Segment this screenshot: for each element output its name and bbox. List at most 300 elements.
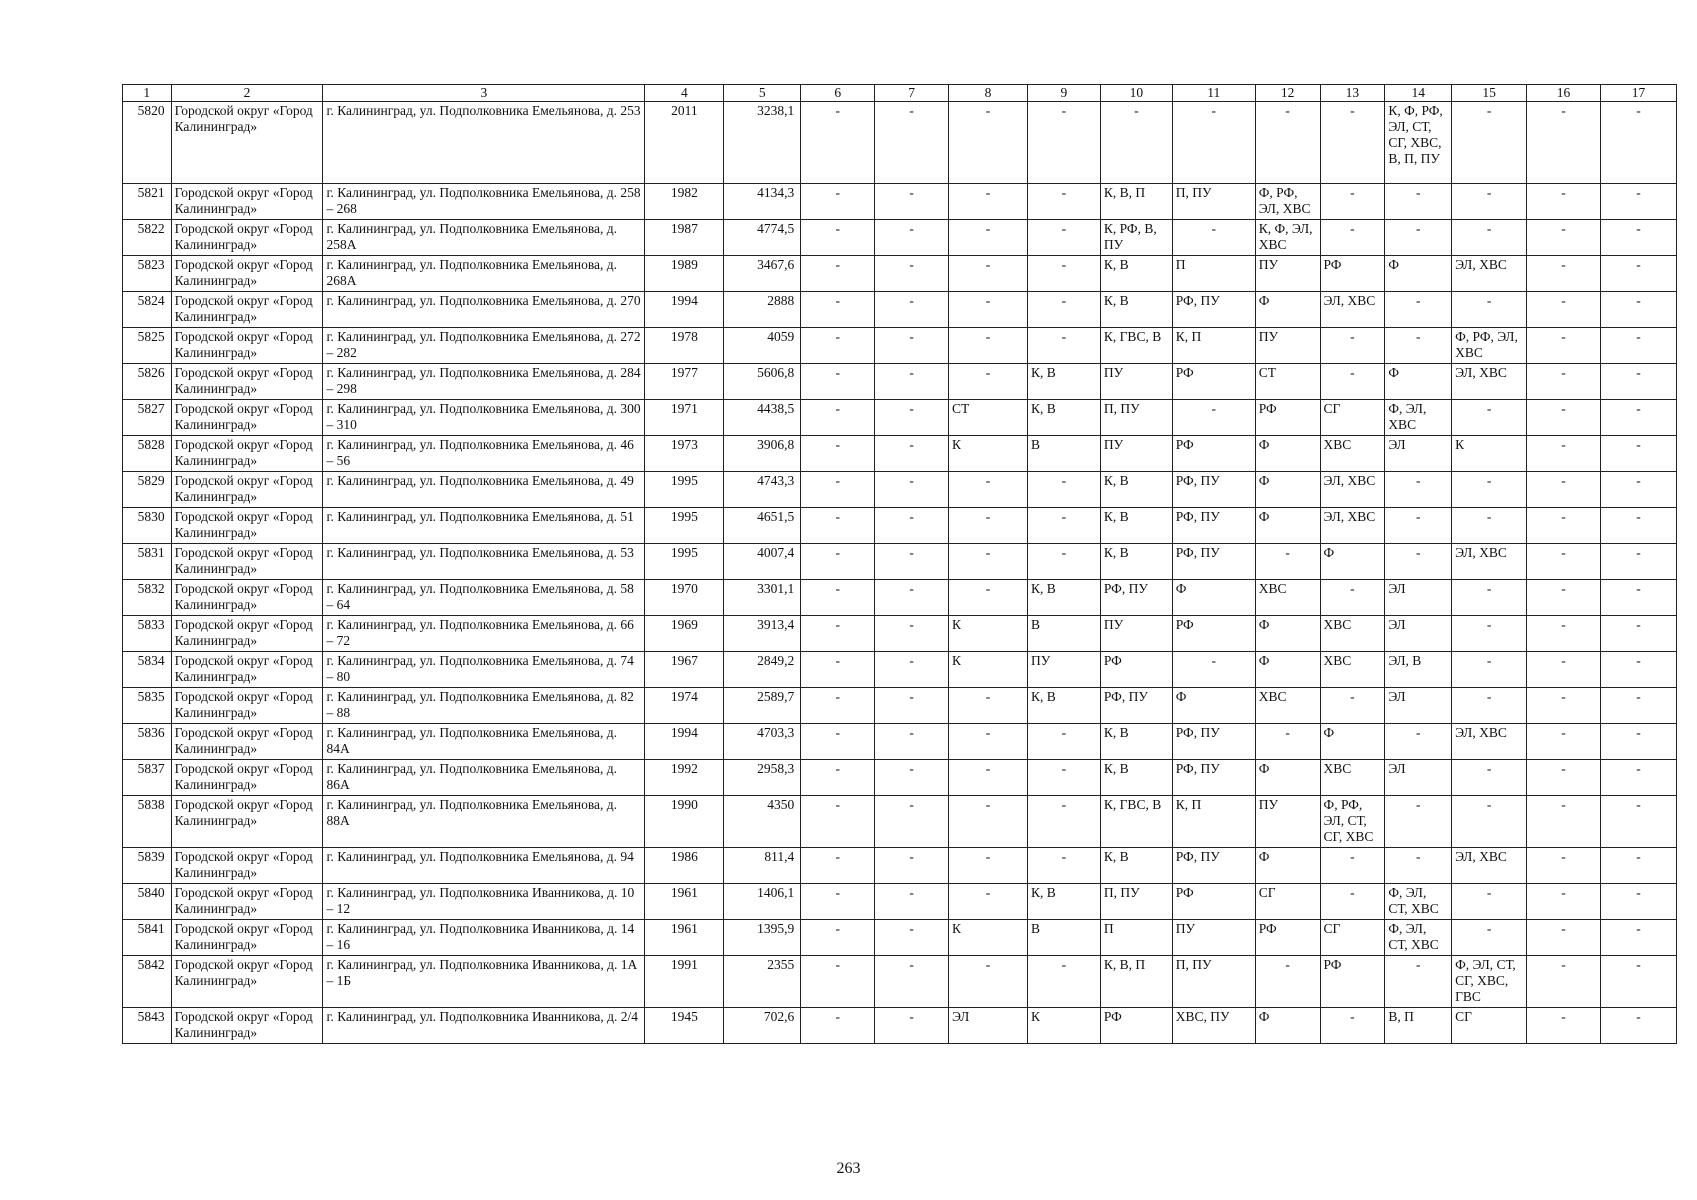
table-cell: -	[1527, 544, 1601, 580]
table-cell: Ф	[1255, 1008, 1320, 1044]
table-cell: -	[801, 1008, 875, 1044]
table-cell: -	[1527, 724, 1601, 760]
table-cell: -	[875, 256, 949, 292]
table-cell: -	[1452, 920, 1527, 956]
table-cell: СГ	[1320, 920, 1385, 956]
table-row	[123, 796, 1677, 848]
table-cell: -	[1527, 652, 1601, 688]
table-cell: ХВС	[1255, 580, 1320, 616]
table-cell: -	[875, 328, 949, 364]
table-cell: ХВС	[1320, 436, 1385, 472]
column-header-3: 3	[323, 85, 645, 102]
table-cell: -	[1527, 616, 1601, 652]
table-cell: -	[1255, 724, 1320, 760]
table-cell: -	[1452, 616, 1527, 652]
table-cell: -	[1527, 580, 1601, 616]
table-cell: 811,4	[724, 848, 801, 884]
table-row	[123, 472, 1677, 508]
table-cell: -	[1385, 956, 1452, 1008]
table-cell: 2958,3	[724, 760, 801, 796]
table-cell: -	[949, 688, 1028, 724]
column-header-7: 7	[875, 85, 949, 102]
table-cell: 4350	[724, 796, 801, 848]
table-cell: СТ	[949, 400, 1028, 436]
column-header-4: 4	[645, 85, 724, 102]
table-cell: РФ	[1172, 884, 1255, 920]
table-cell: К, В	[1100, 508, 1172, 544]
table-cell: К, В	[1027, 884, 1100, 920]
table-cell: -	[801, 884, 875, 920]
table-cell: -	[1600, 544, 1676, 580]
table-cell: К, ГВС, В	[1100, 328, 1172, 364]
table-cell: -	[1172, 220, 1255, 256]
table-row	[123, 956, 1677, 1008]
table-cell: 3238,1	[724, 102, 801, 184]
table-cell: -	[1320, 1008, 1385, 1044]
table-cell: 1991	[645, 956, 724, 1008]
table-cell: -	[1027, 848, 1100, 884]
table-cell: -	[1100, 102, 1172, 184]
table-cell: К, В	[1100, 760, 1172, 796]
table-row	[123, 102, 1677, 184]
table-cell: 2355	[724, 956, 801, 1008]
column-header-6: 6	[801, 85, 875, 102]
table-cell: -	[1600, 760, 1676, 796]
column-header-16: 16	[1527, 85, 1601, 102]
table-cell: ЭЛ, ХВС	[1320, 508, 1385, 544]
row-number-cell: 5829	[123, 472, 172, 508]
table-cell: К, В	[1100, 292, 1172, 328]
table-row	[123, 760, 1677, 796]
table-cell: -	[801, 328, 875, 364]
table-cell: г. Калининград, ул. Подполковника Емельянова, д. 66 – 72	[323, 616, 645, 652]
table-row	[123, 616, 1677, 652]
table-cell: -	[1527, 102, 1601, 184]
table-cell: г. Калининград, ул. Подполковника Емельянова, д. 74 – 80	[323, 652, 645, 688]
table-cell: -	[1600, 472, 1676, 508]
row-number-cell: 5836	[123, 724, 172, 760]
table-row	[123, 364, 1677, 400]
column-header-9: 9	[1027, 85, 1100, 102]
table-cell: 4703,3	[724, 724, 801, 760]
table-cell: -	[875, 580, 949, 616]
table-cell: -	[1452, 760, 1527, 796]
table-cell: Городской округ «Город Калининград»	[171, 400, 323, 436]
table-cell: -	[875, 436, 949, 472]
table-cell: 1978	[645, 328, 724, 364]
table-cell: ЭЛ	[1385, 436, 1452, 472]
table-cell: Ф, РФ, ЭЛ, СТ, СГ, ХВС	[1320, 796, 1385, 848]
table-cell: 1973	[645, 436, 724, 472]
row-number-cell: 5833	[123, 616, 172, 652]
table-cell: 1990	[645, 796, 724, 848]
table-cell: ХВС	[1320, 652, 1385, 688]
table-cell: -	[1027, 256, 1100, 292]
table-cell: -	[801, 364, 875, 400]
table-cell: РФ, ПУ	[1172, 472, 1255, 508]
table-cell: -	[801, 724, 875, 760]
row-number-cell: 5820	[123, 102, 172, 184]
table-cell: 1989	[645, 256, 724, 292]
table-cell: -	[801, 256, 875, 292]
table-cell: -	[875, 796, 949, 848]
table-cell: -	[1027, 544, 1100, 580]
table-cell: -	[1385, 724, 1452, 760]
table-cell: г. Калининград, ул. Подполковника Иванникова, д. 1А – 1Б	[323, 956, 645, 1008]
table-cell: ЭЛ, ХВС	[1452, 256, 1527, 292]
table-cell: г. Калининград, ул. Подполковника Емельянова, д. 258 – 268	[323, 184, 645, 220]
table-cell: ПУ	[1255, 256, 1320, 292]
row-number-cell: 5825	[123, 328, 172, 364]
table-cell: -	[949, 292, 1028, 328]
table-cell: г. Калининград, ул. Подполковника Емельянова, д. 86А	[323, 760, 645, 796]
table-cell: -	[1320, 688, 1385, 724]
table-cell: 5606,8	[724, 364, 801, 400]
table-cell: -	[1527, 848, 1601, 884]
table-cell: Городской округ «Город Калининград»	[171, 760, 323, 796]
table-cell: Городской округ «Город Калининград»	[171, 688, 323, 724]
table-cell: П, ПУ	[1172, 956, 1255, 1008]
table-cell: Ф	[1385, 256, 1452, 292]
table-cell: г. Калининград, ул. Подполковника Емельянова, д. 253	[323, 102, 645, 184]
table-row	[123, 920, 1677, 956]
table-cell: РФ	[1172, 616, 1255, 652]
table-cell: 1974	[645, 688, 724, 724]
table-cell: ЭЛ, В	[1385, 652, 1452, 688]
table-cell: -	[1527, 184, 1601, 220]
table-cell: 2849,2	[724, 652, 801, 688]
table-cell: -	[1027, 796, 1100, 848]
column-header-15: 15	[1452, 85, 1527, 102]
table-cell: Городской округ «Город Калининград»	[171, 256, 323, 292]
table-row	[123, 508, 1677, 544]
table-row	[123, 436, 1677, 472]
table-cell: -	[1600, 688, 1676, 724]
table-cell: П, ПУ	[1100, 400, 1172, 436]
row-number-cell: 5828	[123, 436, 172, 472]
table-cell: -	[1600, 652, 1676, 688]
table-cell: Ф, РФ, ЭЛ, ХВС	[1255, 184, 1320, 220]
table-cell: -	[801, 956, 875, 1008]
table-cell: -	[1452, 884, 1527, 920]
table-cell: ПУ	[1255, 796, 1320, 848]
column-header-11: 11	[1172, 85, 1255, 102]
table-cell: Городской округ «Город Калининград»	[171, 544, 323, 580]
table-cell: -	[1320, 102, 1385, 184]
table-cell: К, П	[1172, 796, 1255, 848]
table-cell: В	[1027, 616, 1100, 652]
table-cell: -	[1527, 436, 1601, 472]
table-cell: 1986	[645, 848, 724, 884]
table-cell: РФ, ПУ	[1100, 580, 1172, 616]
table-cell: -	[949, 328, 1028, 364]
table-cell: К, В	[1100, 472, 1172, 508]
table-cell: РФ	[1172, 436, 1255, 472]
table-cell: -	[801, 292, 875, 328]
table-cell: ЭЛ	[1385, 688, 1452, 724]
table-cell: РФ	[1172, 364, 1255, 400]
table-cell: -	[1600, 184, 1676, 220]
table-cell: -	[1027, 292, 1100, 328]
table-cell: -	[949, 724, 1028, 760]
table-cell: -	[801, 508, 875, 544]
column-header-2: 2	[171, 85, 323, 102]
table-cell: ХВС	[1320, 616, 1385, 652]
table-cell: -	[1452, 580, 1527, 616]
table-cell: -	[949, 364, 1028, 400]
table-row	[123, 544, 1677, 580]
table-cell: 3913,4	[724, 616, 801, 652]
table-cell: -	[1527, 796, 1601, 848]
table-cell: -	[875, 508, 949, 544]
row-number-cell: 5831	[123, 544, 172, 580]
table-cell: Ф	[1255, 616, 1320, 652]
table-cell: -	[1172, 400, 1255, 436]
row-number-cell: 5838	[123, 796, 172, 848]
table-cell: 1994	[645, 292, 724, 328]
table-cell: 4774,5	[724, 220, 801, 256]
table-cell: 1961	[645, 884, 724, 920]
table-cell: -	[1527, 920, 1601, 956]
table-cell: Городской округ «Город Калининград»	[171, 292, 323, 328]
table-cell: Ф	[1255, 508, 1320, 544]
table-cell: -	[949, 184, 1028, 220]
table-cell: -	[1027, 508, 1100, 544]
table-cell: К, П	[1172, 328, 1255, 364]
table-cell: -	[801, 652, 875, 688]
table-cell: -	[801, 220, 875, 256]
table-cell: -	[1527, 508, 1601, 544]
table-cell: Городской округ «Город Калининград»	[171, 184, 323, 220]
table-cell: -	[801, 920, 875, 956]
table-cell: -	[1452, 688, 1527, 724]
row-number-cell: 5827	[123, 400, 172, 436]
table-cell: 1987	[645, 220, 724, 256]
table-cell: Ф	[1255, 760, 1320, 796]
table-cell: -	[949, 848, 1028, 884]
table-cell: Ф	[1255, 436, 1320, 472]
table-cell: 1945	[645, 1008, 724, 1044]
table-cell: -	[1027, 220, 1100, 256]
table-cell: -	[1600, 724, 1676, 760]
table-cell: -	[801, 616, 875, 652]
row-number-cell: 5837	[123, 760, 172, 796]
table-cell: -	[801, 796, 875, 848]
table-cell: ЭЛ, ХВС	[1452, 544, 1527, 580]
table-cell: -	[875, 472, 949, 508]
table-cell: ПУ	[1100, 436, 1172, 472]
table-cell: -	[1172, 102, 1255, 184]
table-cell: -	[1527, 328, 1601, 364]
table-cell: ЭЛ	[1385, 580, 1452, 616]
table-cell: К, В	[1027, 688, 1100, 724]
table-cell: Городской округ «Город Калининград»	[171, 580, 323, 616]
table-cell: К, В	[1100, 724, 1172, 760]
table-cell: -	[1527, 400, 1601, 436]
table-cell: Городской округ «Город Калининград»	[171, 796, 323, 848]
table-cell: ЭЛ	[1385, 616, 1452, 652]
table-cell: -	[1385, 544, 1452, 580]
table-cell: 4438,5	[724, 400, 801, 436]
table-cell: г. Калининград, ул. Подполковника Емельянова, д. 284 – 298	[323, 364, 645, 400]
table-cell: -	[801, 544, 875, 580]
table-cell: К	[1027, 1008, 1100, 1044]
table-cell: К	[949, 920, 1028, 956]
table-row	[123, 184, 1677, 220]
table-cell: -	[1320, 184, 1385, 220]
table-cell: Городской округ «Город Калининград»	[171, 436, 323, 472]
table-cell: г. Калининград, ул. Подполковника Емельянова, д. 270	[323, 292, 645, 328]
table-cell: РФ, ПУ	[1100, 688, 1172, 724]
table-cell: -	[1600, 328, 1676, 364]
table-cell: 2888	[724, 292, 801, 328]
table-cell: -	[1320, 364, 1385, 400]
table-cell: -	[949, 508, 1028, 544]
page-number: 263	[836, 1160, 861, 1177]
table-cell: ЭЛ, ХВС	[1452, 848, 1527, 884]
table-cell: -	[949, 956, 1028, 1008]
column-header-10: 10	[1100, 85, 1172, 102]
table-cell: Городской округ «Город Калининград»	[171, 616, 323, 652]
table-cell: 1970	[645, 580, 724, 616]
table-cell: Ф	[1385, 364, 1452, 400]
table-cell: РФ, ПУ	[1172, 760, 1255, 796]
table-cell: -	[949, 220, 1028, 256]
table-cell: -	[1600, 364, 1676, 400]
table-cell: г. Калининград, ул. Подполковника Емельянова, д. 300 – 310	[323, 400, 645, 436]
table-cell: П, ПУ	[1172, 184, 1255, 220]
table-cell: -	[949, 472, 1028, 508]
table-cell: К, Ф, ЭЛ, ХВС	[1255, 220, 1320, 256]
table-cell: -	[1452, 292, 1527, 328]
table-cell: г. Калининград, ул. Подполковника Емельянова, д. 84А	[323, 724, 645, 760]
table-cell: -	[1452, 508, 1527, 544]
table-cell: -	[1172, 652, 1255, 688]
table-cell: РФ	[1320, 256, 1385, 292]
row-number-cell: 5841	[123, 920, 172, 956]
table-cell: -	[1527, 884, 1601, 920]
table-cell: -	[1027, 956, 1100, 1008]
table-cell: -	[1385, 848, 1452, 884]
column-header-17: 17	[1600, 85, 1676, 102]
table-cell: -	[949, 796, 1028, 848]
table-cell: -	[875, 544, 949, 580]
table-cell: РФ, ПУ	[1172, 544, 1255, 580]
table-cell: Ф, ЭЛ, СТ, СГ, ХВС, ГВС	[1452, 956, 1527, 1008]
table-cell: К	[949, 652, 1028, 688]
table-cell: г. Калининград, ул. Подполковника Емельянова, д. 58 – 64	[323, 580, 645, 616]
table-cell: ПУ	[1027, 652, 1100, 688]
table-body	[123, 102, 1677, 1044]
table-row	[123, 220, 1677, 256]
table-cell: Ф	[1255, 292, 1320, 328]
table-cell: г. Калининград, ул. Подполковника Емельянова, д. 49	[323, 472, 645, 508]
table-cell: Ф	[1172, 580, 1255, 616]
table-row	[123, 580, 1677, 616]
table-cell: Городской округ «Город Калининград»	[171, 884, 323, 920]
table-cell: -	[1255, 544, 1320, 580]
table-cell: -	[801, 688, 875, 724]
table-cell: -	[1027, 102, 1100, 184]
table-cell: -	[875, 652, 949, 688]
table-cell: РФ, ПУ	[1172, 508, 1255, 544]
table-cell: -	[1027, 184, 1100, 220]
table-cell: Ф	[1320, 724, 1385, 760]
row-number-cell: 5821	[123, 184, 172, 220]
table-cell: 1977	[645, 364, 724, 400]
table-cell: -	[1385, 292, 1452, 328]
table-cell: РФ, ПУ	[1172, 724, 1255, 760]
table-cell: Ф	[1255, 652, 1320, 688]
table-cell: -	[875, 884, 949, 920]
table-cell: -	[1600, 400, 1676, 436]
table-cell: -	[1600, 580, 1676, 616]
row-number-cell: 5822	[123, 220, 172, 256]
table-cell: Ф, ЭЛ, СТ, ХВС	[1385, 920, 1452, 956]
row-number-cell: 5842	[123, 956, 172, 1008]
table-row	[123, 400, 1677, 436]
table-cell: -	[1027, 760, 1100, 796]
table-cell: 1995	[645, 544, 724, 580]
table-cell: -	[801, 472, 875, 508]
table-cell: К, Ф, РФ, ЭЛ, СТ, СГ, ХВС, В, П, ПУ	[1385, 102, 1452, 184]
table-cell: ПУ	[1172, 920, 1255, 956]
table-cell: -	[1527, 364, 1601, 400]
table-cell: Городской округ «Город Калининград»	[171, 364, 323, 400]
table-cell: 1995	[645, 508, 724, 544]
table-cell: Ф	[1255, 472, 1320, 508]
table-cell: -	[1452, 220, 1527, 256]
table-cell: ХВС, ПУ	[1172, 1008, 1255, 1044]
table-cell: г. Калининград, ул. Подполковника Иванникова, д. 14 – 16	[323, 920, 645, 956]
table-cell: -	[875, 184, 949, 220]
table-cell: Ф, ЭЛ, СТ, ХВС	[1385, 884, 1452, 920]
table-row	[123, 688, 1677, 724]
table-cell: -	[1527, 256, 1601, 292]
table-cell: -	[1452, 184, 1527, 220]
table-row	[123, 848, 1677, 884]
table-cell: -	[1600, 220, 1676, 256]
column-header-12: 12	[1255, 85, 1320, 102]
row-number-cell: 5832	[123, 580, 172, 616]
table-cell: Городской округ «Город Калининград»	[171, 956, 323, 1008]
table-cell: г. Калининград, ул. Подполковника Емельянова, д. 46 – 56	[323, 436, 645, 472]
table-cell: -	[1527, 688, 1601, 724]
table-cell: В	[1027, 436, 1100, 472]
table-cell: К	[1452, 436, 1527, 472]
table-cell: К	[949, 436, 1028, 472]
table-cell: -	[1320, 884, 1385, 920]
table-cell: К, В, П	[1100, 956, 1172, 1008]
table-cell: -	[1600, 956, 1676, 1008]
table-cell: -	[875, 956, 949, 1008]
row-number-cell: 5840	[123, 884, 172, 920]
table-cell: -	[875, 292, 949, 328]
table-cell: -	[1452, 796, 1527, 848]
table-cell: РФ, ПУ	[1172, 292, 1255, 328]
table-cell: СТ	[1255, 364, 1320, 400]
table-cell: -	[1600, 508, 1676, 544]
table-cell: -	[1385, 220, 1452, 256]
table-cell: ПУ	[1100, 616, 1172, 652]
table-cell: г. Калининград, ул. Подполковника Иванникова, д. 10 – 12	[323, 884, 645, 920]
table-cell: ЭЛ	[949, 1008, 1028, 1044]
table-cell: Ф	[1320, 544, 1385, 580]
table-cell: ЭЛ	[1385, 760, 1452, 796]
table-cell: К, РФ, В, ПУ	[1100, 220, 1172, 256]
table-cell: ХВС	[1320, 760, 1385, 796]
table-cell: -	[1527, 220, 1601, 256]
